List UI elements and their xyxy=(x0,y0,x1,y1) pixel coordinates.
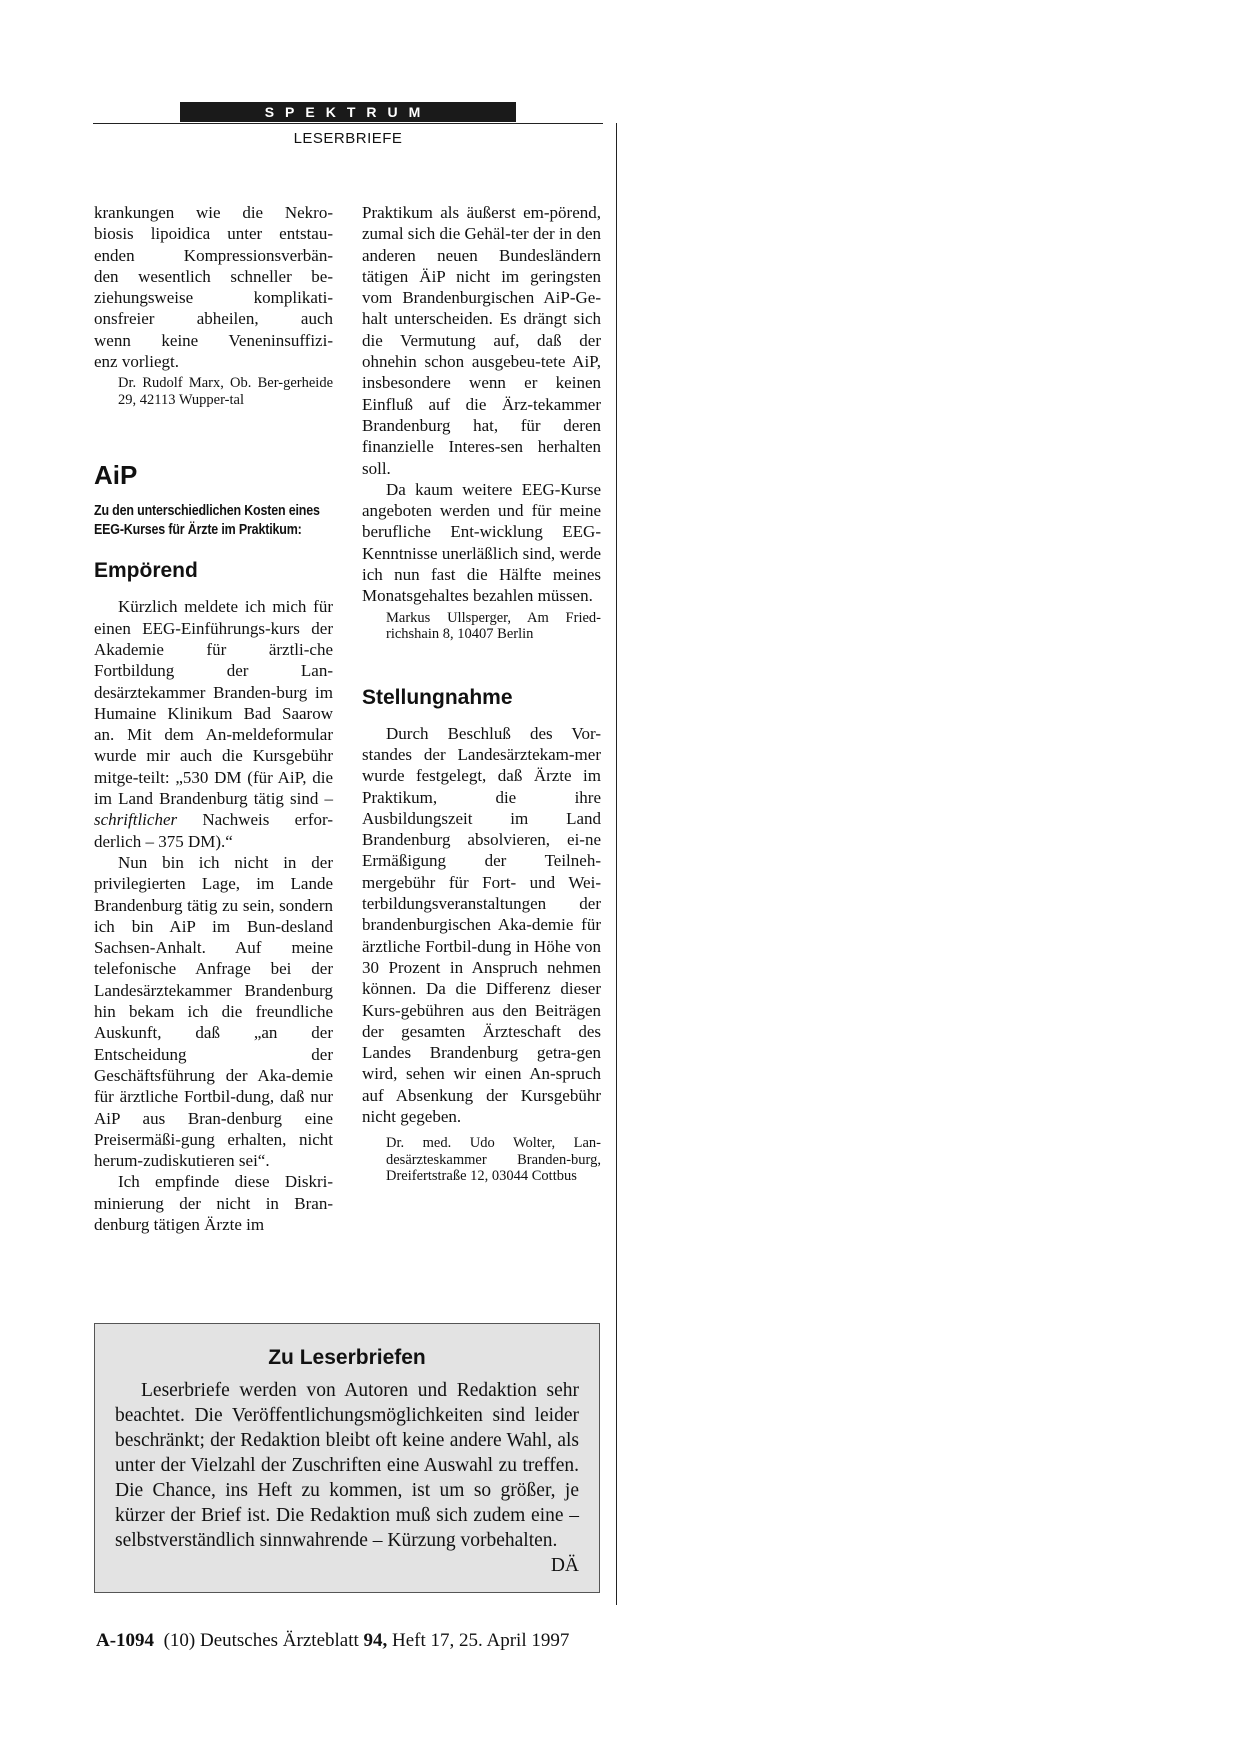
letter-signature: Markus Ullsperger, Am Fried-richshain 8, 10407 Berlin xyxy=(386,609,601,643)
left-column xyxy=(94,202,333,1235)
right-column xyxy=(362,202,601,1185)
topic-heading: AiP xyxy=(94,460,138,491)
letter-paragraph: Ich empfinde diese Diskri-minierung der nicht in Bran-denburg tätigen Ärzte im xyxy=(94,1172,333,1234)
continued-line: onsfreier abheilen, auch xyxy=(94,309,333,329)
letter-signature: Dr. Rudolf Marx, Ob. Ber-gerheide 29, 42113 Wupper-tal xyxy=(118,375,333,408)
header-rule xyxy=(93,123,603,124)
continued-line: ziehungsweise komplikati- xyxy=(94,288,333,308)
notice-signature: DÄ xyxy=(550,1555,579,1576)
notice-box xyxy=(94,1323,600,1593)
issue-info: (10) Deutsches Ärzteblatt xyxy=(163,1630,359,1651)
letter-paragraph xyxy=(94,596,333,852)
letter-headline: Empörend xyxy=(94,559,198,583)
page-footer xyxy=(96,1630,569,1652)
notice-text xyxy=(115,1378,579,1576)
letter-signature: Dr. med. Udo Wolter, Lan-desärzteskammer Branden-burg, Dreifertstraße 12, 03044 Cottbus xyxy=(386,1135,601,1185)
letter-paragraph: Da kaum weitere EEG-Kurse angeboten werden und für meine berufliche Ent-wicklung EEG-Kenntnisse unerläßlich sind, werde ich nun fast die Hälfte meines Monatsgehaltes bezahlen müssen. xyxy=(362,479,601,606)
letter-headline: Stellungnahme xyxy=(362,685,513,709)
continued-line: enden Kompressionsverbän- xyxy=(94,245,333,265)
volume-number: 94, xyxy=(363,1630,388,1651)
letter-paragraph: Nun bin ich nicht in der privilegierten Lage, im Lande Brandenburg tätig zu sein, sondern ich bin AiP im Bun-desland Sachsen-Anhalt. Auf meine telefonische Anfrage bei der Landesärztekammer Brandenburg hin bekam ich die freundliche Auskunft, daß „an der Entscheidung der Geschäftsführung der Aka-demie für ärztliche Fortbil-dung, daß nur AiP aus Bran-denburg eine Preisermäßi-gung erhalten, nicht herum-zudiskutieren sei“. xyxy=(94,852,333,1171)
continued-line: den wesentlich schneller be- xyxy=(94,266,333,286)
letter-paragraph: Durch Beschluß des Vor-standes der Landesärztekam-mer wurde festgelegt, daß Ärzte im Praktikum, die ihre Ausbildungszeit im Land Brandenburg absolvieren, ei-ne Ermäßigung der Teilneh-mergebühr für Fort- und Wei-terbildungsveranstaltungen der brandenburgischen Aka-demie für ärztliche Fortbil-dung in Höhe von 30 Prozent in Anspruch nehmen können. Da die Differenz dieser Kurs-gebühren aus den Beiträgen der gesamten Ärzteschaft des Landes Brandenburg getra-gen wird, sehen wir einen An-spruch auf Absenkung der Kursgebühr nicht gegeben. xyxy=(362,723,601,1126)
letter-paragraph: Praktikum als äußerst em-pörend, zumal sich die Gehäl-ter der in den anderen neuen Bundesländern tätigen ÄiP nicht im geringsten vom Brandenburgischen AiP-Ge-halt unterscheiden. Es drängt sich die Vermutung auf, daß der ohnehin schon ausgebeu-tete AiP, insbesondere wenn er keinen Einfluß auf die Ärz-tekammer Brandenburg hat, für deren finanzielle Interes-sen herhalten soll. xyxy=(362,203,601,478)
topic-intro: Zu den unterschiedlichen Kosten eines EEG-Kurses für Ärzte im Praktikum: xyxy=(94,503,320,539)
section-subtitle: LESERBRIEFE xyxy=(293,130,403,147)
continued-text xyxy=(94,202,333,372)
continued-line: biosis lipoidica unter entstau- xyxy=(94,224,333,244)
notice-body: Leserbriefe werden von Autoren und Redaktion sehr beachtet. Die Veröffentlichungsmöglichkeiten sind leider beschränkt; der Redaktion bleibt oft keine andere Wahl, als unter der Vielzahl der Zuschriften eine Auswahl zu treffen. Die Chance, ins Heft zu kommen, ist um so größer, je kürzer der Brief ist. Die Redaktion muß sich zudem eine – selbstverständlich sinnwahrende – Kürzung vorbehalten. xyxy=(115,1380,579,1551)
paragraph-text: Kürzlich meldete ich mich für einen EEG-Einführungs-kurs der Akademie für ärztli-che Fortbildung der Lan-desärztekammer Branden-burg im Humaine Klinikum Bad Saarow an. Mit dem An-meldeformular wurde mir auch die Kursgebühr mitge-teilt: „530 DM (für AiP, die im Land Brandenburg tätig sind – xyxy=(94,597,333,809)
emphasis-text: schriftlicher xyxy=(94,810,178,830)
continued-line: enz vorliegt. xyxy=(94,352,179,372)
column-divider xyxy=(616,123,617,1605)
notice-title: Zu Leserbriefen xyxy=(268,1346,426,1369)
continued-line: wenn keine Veneninsuffizi- xyxy=(94,330,333,350)
section-band: SPEKTRUM xyxy=(180,102,516,122)
paragraph-text: Nachweis erfor-derlich – 375 DM).“ xyxy=(94,810,333,851)
continued-line: krankungen wie die Nekro- xyxy=(94,203,333,222)
issue-date: Heft 17, 25. April 1997 xyxy=(392,1630,570,1651)
page-number: A-1094 xyxy=(96,1630,155,1651)
